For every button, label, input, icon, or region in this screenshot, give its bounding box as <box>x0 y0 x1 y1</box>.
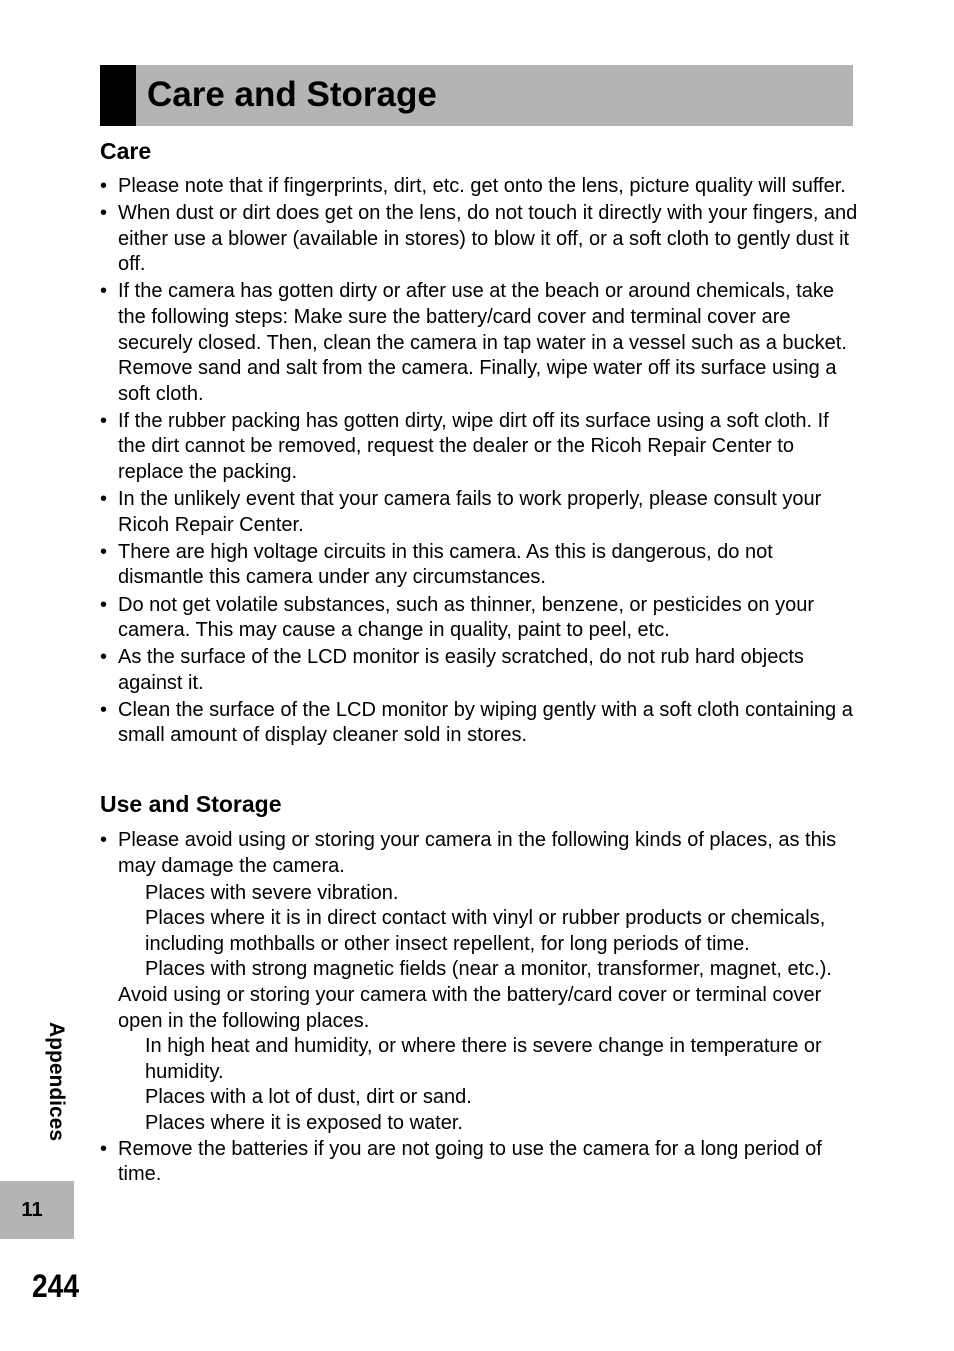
bullet: • <box>100 698 108 721</box>
list-item <box>100 487 860 538</box>
list-item-text: Please avoid using or storing your camera in the following kinds of places, as this may damage the camera. <box>118 829 837 877</box>
page-title: Care and Storage <box>147 75 437 114</box>
list-item-text: When dust or dirt does get on the lens, do not touch it directly with your fingers, and either use a blower (available in stores) to blow it off, or a soft cloth to gently dust it off. <box>118 202 858 276</box>
list-item <box>100 174 860 200</box>
list-item-text: If the rubber packing has gotten dirty, wipe dirt off its surface using a soft cloth. If the dirt cannot be removed, request the dealer or the Ricoh Repair Center to replace the packing. <box>118 409 829 484</box>
bullet: • <box>100 646 108 669</box>
list-item <box>100 828 860 879</box>
chapter-number: 11 <box>21 1199 43 1221</box>
list-item <box>100 698 860 749</box>
list-item-text: Do not get volatile substances, such as thinner, benzene, or pesticides on your camera. This may cause a change in quality, paint to peel, etc. <box>118 593 814 642</box>
title-accent-block <box>100 65 136 126</box>
chapter-tab <box>0 1181 74 1239</box>
page-number: 244 <box>32 1268 79 1304</box>
list-item-text: As the surface of the LCD monitor is easily scratched, do not rub hard objects against it. <box>118 646 804 694</box>
list-item-text: If the camera has gotten dirty or after use at the beach or around chemicals, take the following steps: Make sure the battery/card cover and terminal cover are securely closed. Then, clean the camera in tap water in a vessel such as a bucket. Remove sand and salt from the camera. Finally, wipe water off its surface using a soft cloth. <box>118 280 847 405</box>
place-item: Places where it is in direct contact with vinyl or rubber products or chemicals, including mothballs or other insect repellent, for long periods of time. <box>145 907 826 955</box>
bullet: • <box>100 488 108 511</box>
list-item-text: Remove the batteries if you are not going to use the camera for a long period of time. <box>118 1137 822 1186</box>
list-item <box>100 279 860 407</box>
place-item: Places with strong magnetic fields (near a monitor, transformer, magnet, etc.). <box>145 958 832 981</box>
section-heading-use-storage: Use and Storage <box>100 791 282 817</box>
list-item-text: There are high voltage circuits in this camera. As this is dangerous, do not dismantle this camera under any circumstances. <box>118 540 773 589</box>
place-item: Places with severe vibration. <box>145 881 399 904</box>
bullet: • <box>100 540 108 563</box>
list-item <box>100 409 860 486</box>
use-storage-list <box>100 828 860 1189</box>
bullet: • <box>100 409 108 432</box>
list-item <box>100 201 860 278</box>
bullet: • <box>100 202 108 225</box>
side-tab-label: Appendices <box>45 1022 68 1142</box>
place-item: In high heat and humidity, or where there is severe change in temperature or humidity. <box>145 1035 822 1083</box>
section-heading-care: Care <box>100 138 152 164</box>
list-item <box>100 1137 860 1188</box>
bullet: • <box>100 280 108 303</box>
care-list <box>100 174 860 751</box>
list-item-text: Clean the surface of the LCD monitor by wiping gently with a soft cloth containing a small amount of display cleaner sold in stores. <box>118 698 853 747</box>
bullet: • <box>100 829 108 851</box>
list-item <box>100 593 860 644</box>
bullet: • <box>100 1137 108 1160</box>
bullet: • <box>100 593 108 616</box>
list-item-text: Please note that if fingerprints, dirt, etc. get onto the lens, picture quality will suffer. <box>118 175 846 197</box>
storage-note: Avoid using or storing your camera with the battery/card cover or terminal cover open in the following places. <box>118 984 822 1032</box>
title-bar <box>100 65 853 126</box>
place-item: Places with a lot of dust, dirt or sand. <box>145 1086 472 1109</box>
list-item <box>100 645 860 696</box>
list-item-text: In the unlikely event that your camera fails to work properly, please consult your Ricoh Repair Center. <box>118 488 822 536</box>
bullet: • <box>100 175 108 197</box>
list-item <box>100 540 860 591</box>
place-item: Places where it is exposed to water. <box>145 1112 463 1135</box>
